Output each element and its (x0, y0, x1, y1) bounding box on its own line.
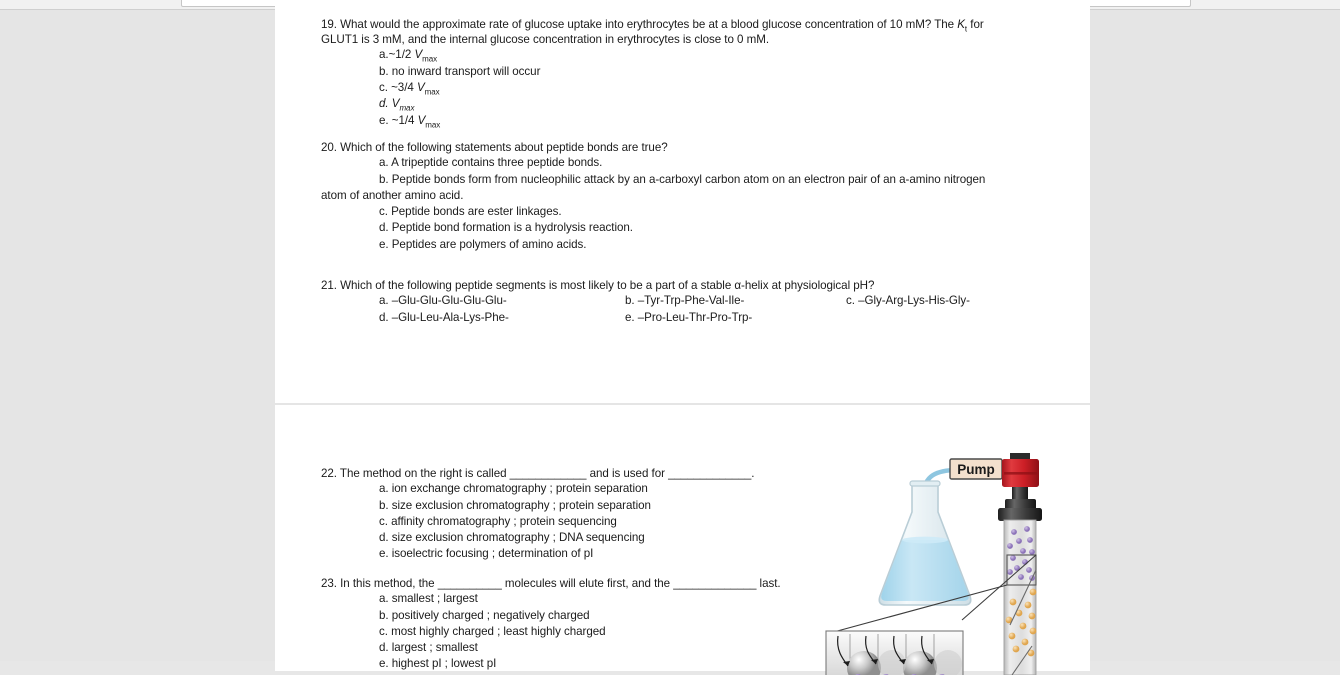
question-19-option-b[interactable] (379, 64, 1051, 80)
question-19 (321, 17, 1051, 129)
option-a-text: a.~1/2 (379, 48, 415, 62)
question-19-stem-line-1: 19. What would the approximate rate of glucose uptake into erythrocytes be at a blood glucose concentration of 10 mM? The (321, 18, 958, 31)
question-19-stem (321, 17, 1051, 32)
question-22-stem: 22. The method on the right is called ____________ and is used for _____________. (321, 467, 755, 480)
question-19-option-e[interactable] (379, 113, 1051, 129)
question-23-option-b[interactable]: b. positively charged ; negatively charged (379, 608, 590, 622)
flask-liquid (881, 540, 969, 601)
question-21 (321, 278, 1051, 326)
question-23-option-a[interactable]: a. smallest ; largest (379, 592, 478, 606)
column-collar (998, 508, 1042, 521)
question-19-stem-line-1-tail: for (967, 18, 984, 31)
flask-rim (910, 481, 940, 486)
column-inlet-fitting (1010, 453, 1030, 460)
option-d-text: d. (379, 97, 392, 111)
question-21-option-e[interactable]: e. –Pro-Leu-Thr-Pro-Trp- (625, 310, 753, 324)
question-20-option-b-line-1[interactable]: b. Peptide bonds form from nucleophilic attack by an a-carboxyl carbon atom on an electron pair of an a-amino nitrogen (379, 172, 986, 186)
question-20-option-e[interactable]: e. Peptides are polymers of amino acids. (379, 237, 587, 251)
option-b-text: b. no inward transport will occur (379, 64, 541, 78)
question-23-stem: 23. In this method, the __________ molecules will elute first, and the _____________ last. (321, 577, 781, 590)
option-e-subscript: max (425, 119, 441, 129)
question-19-kt-subscript: t (964, 24, 968, 34)
question-19-kt-symbol: K (957, 18, 965, 31)
option-a-subscript: max (422, 54, 438, 64)
size-exclusion-chromatography-figure (820, 450, 1085, 675)
column-red-cap-seam (1004, 472, 1037, 475)
question-19-option-c[interactable] (379, 80, 1051, 96)
question-21-option-row-1 (379, 293, 1051, 309)
question-23-option-e[interactable]: e. highest pI ; lowest pI (379, 657, 497, 671)
document-scroll-surface[interactable] (0, 10, 1340, 671)
document-page-1 (275, 0, 1090, 403)
question-22-option-d[interactable]: d. size exclusion chromatography ; DNA sequencing (379, 531, 645, 545)
option-c-subscript: max (424, 87, 440, 97)
question-21-stem: 21. Which of the following peptide segments is most likely to be a part of a stable α-helix at physiological pH? (321, 279, 875, 292)
question-20 (321, 140, 1051, 253)
question-19-option-d[interactable] (379, 96, 1051, 112)
question-22-option-e[interactable]: e. isoelectric focusing ; determination of pI (379, 547, 594, 561)
question-20-option-b-line-2: atom of another amino acid. (321, 188, 464, 202)
liquid-surface (902, 537, 948, 544)
option-d-subscript: max (399, 103, 415, 113)
question-21-option-row-2 (379, 310, 1051, 326)
question-20-stem: 20. Which of the following statements about peptide bonds are true? (321, 141, 668, 154)
document-page-2 (275, 405, 1090, 671)
pump-label: Pump (957, 462, 995, 477)
question-21-option-d[interactable]: d. –Glu-Leu-Ala-Lys-Phe- (379, 310, 509, 324)
option-d-symbol: V (391, 97, 400, 111)
option-e-text: e. ~1/4 (379, 113, 418, 127)
option-c-symbol: V (416, 81, 425, 94)
question-19-stem-line-2: GLUT1 is 3 mM, and the internal glucose concentration in erythrocytes is close to 0 mM. (321, 33, 770, 47)
question-23-option-c[interactable]: c. most highly charged ; least highly charged (379, 624, 606, 638)
question-20-option-a[interactable]: a. A tripeptide contains three peptide bonds. (379, 156, 603, 170)
question-21-option-c[interactable]: c. –Gly-Arg-Lys-His-Gly- (846, 294, 970, 308)
question-20-option-c[interactable]: c. Peptide bonds are ester linkages. (379, 205, 562, 219)
question-22-option-b[interactable]: b. size exclusion chromatography ; protein separation (379, 498, 651, 512)
option-e-symbol: V (417, 113, 426, 127)
question-22-option-c[interactable]: c. affinity chromatography ; protein sequencing (379, 514, 617, 528)
question-23-option-d[interactable]: d. largest ; smallest (379, 641, 478, 655)
question-22-option-a[interactable]: a. ion exchange chromatography ; protein separation (379, 482, 648, 496)
option-c-text: c. ~3/4 (379, 81, 417, 94)
question-21-option-a[interactable]: a. –Glu-Glu-Glu-Glu-Glu- (379, 294, 507, 308)
question-19-option-a[interactable] (379, 47, 1051, 63)
magnified-bead-inset (826, 631, 963, 675)
question-21-option-b[interactable]: b. –Tyr-Trp-Phe-Val-Ile- (625, 294, 745, 308)
question-20-option-d[interactable]: d. Peptide bond formation is a hydrolysis reaction. (379, 221, 633, 235)
option-a-symbol: V (414, 48, 423, 62)
